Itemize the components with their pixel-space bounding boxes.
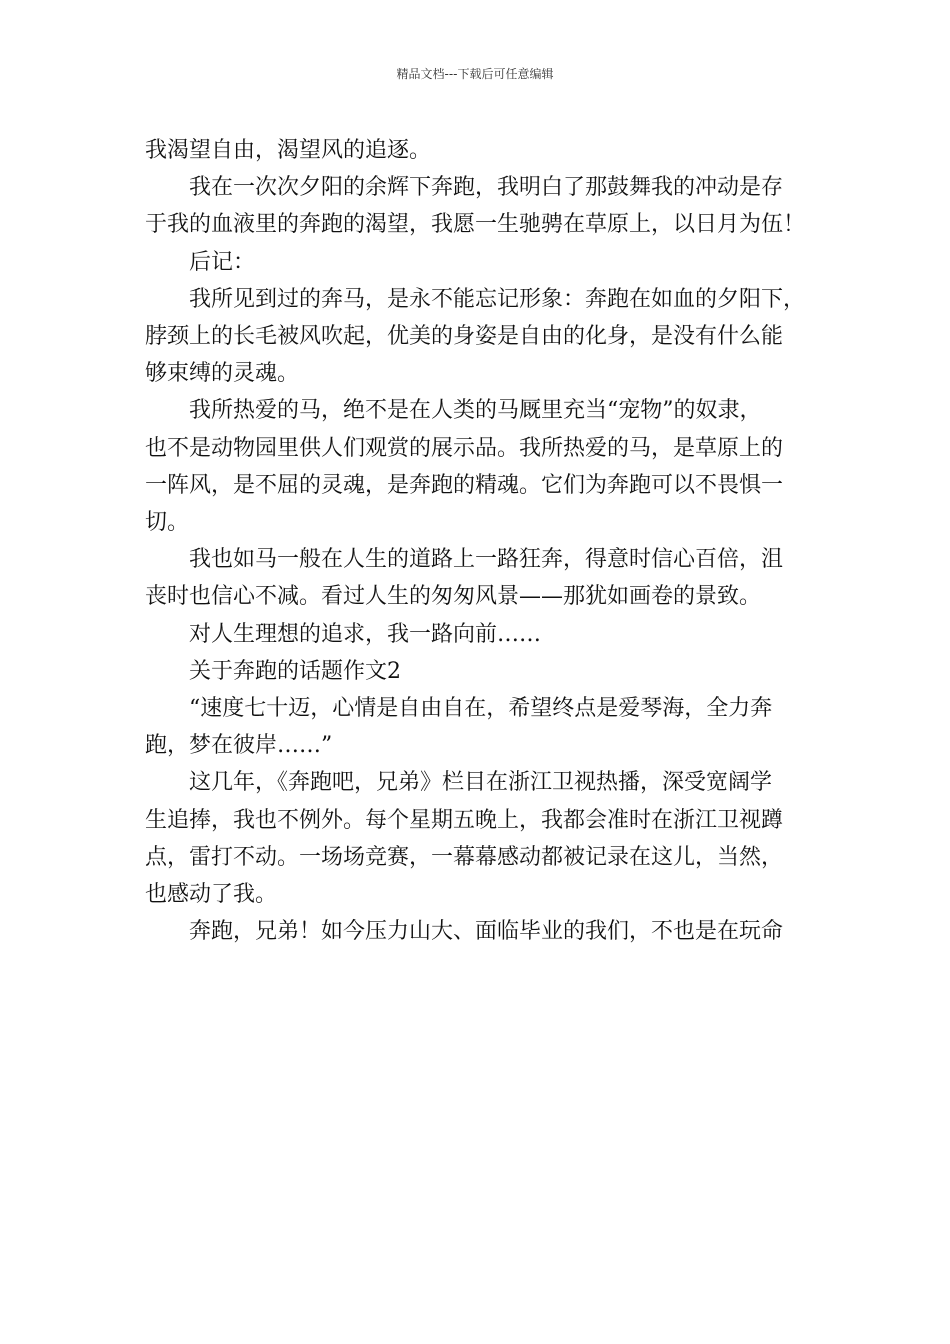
paragraph-line: 丧时也信心不减。看过人生的匆匆风景——那犹如画卷的景致。 [145, 584, 762, 610]
paragraph-line: 于我的血液里的奔跑的渴望，我愿一生驰骋在草原上，以日月为伍！ [145, 212, 806, 238]
paragraph-4 [145, 281, 815, 393]
paragraph-line: “速度七十迈，心情是自由自在，希望终点是爱琴海，全力奔 [189, 696, 773, 722]
paragraph-line: 切。 [145, 510, 190, 536]
paragraph-line: 也不是动物园里供人们观赏的展示品。我所热爱的马，是草原上的 [145, 435, 784, 461]
paragraph-line: 后记： [189, 249, 256, 275]
paragraph-line: 一阵风，是不屈的灵魂，是奔跑的精魂。它们为奔跑可以不畏惧一 [145, 472, 784, 498]
paragraph-7 [145, 616, 815, 653]
paragraph-line: 够束缚的灵魂。 [145, 361, 300, 387]
paragraph-6 [145, 541, 815, 615]
paragraph-1 [145, 132, 815, 169]
paragraph-line: 跑，梦在彼岸……” [145, 733, 333, 759]
paragraph-line: 也感动了我。 [145, 882, 278, 908]
paragraph-line: 脖颈上的长毛被风吹起，优美的身姿是自由的化身，是没有什么能 [145, 324, 784, 350]
paragraph-3 [145, 244, 815, 281]
paragraph-line: 我也如马一般在人生的道路上一路狂奔，得意时信心百倍，沮 [189, 547, 784, 573]
document-body [145, 132, 815, 950]
paragraph-10 [145, 913, 815, 950]
paragraph-8 [145, 690, 815, 764]
page-header: 精品文档---下载后可任意编辑 [396, 67, 554, 81]
paragraph-line: 生追捧，我也不例外。每个星期五晚上，我都会准时在浙江卫视蹲 [145, 807, 784, 833]
paragraph-line: 对人生理想的追求，我一路向前…… [189, 621, 542, 647]
paragraph-line: 我在一次次夕阳的余辉下奔跑，我明白了那鼓舞我的冲动是存 [189, 175, 784, 201]
paragraph-line: 我渴望自由，渴望风的追逐。 [145, 138, 432, 163]
section-title [145, 653, 815, 690]
paragraph-line: 我所见到过的奔马，是永不能忘记形象：奔跑在如血的夕阳下， [189, 286, 806, 312]
paragraph-line: 我所热爱的马，绝不是在人类的马厩里充当“宠物”的奴隶， [189, 398, 762, 424]
paragraph-line: 奔跑，兄弟！如今压力山大、面临毕业的我们，不也是在玩命 [189, 919, 784, 945]
paragraph-9 [145, 764, 815, 913]
paragraph-line: 这几年，《奔跑吧，兄弟》栏目在浙江卫视热播，深受宽阔学 [189, 770, 773, 796]
paragraph-5 [145, 392, 815, 541]
paragraph-2 [145, 169, 815, 243]
paragraph-line: 关于奔跑的话题作文2 [189, 658, 401, 684]
paragraph-line: 点，雷打不动。一场场竞赛，一幕幕感动都被记录在这儿，当然， [145, 844, 784, 870]
